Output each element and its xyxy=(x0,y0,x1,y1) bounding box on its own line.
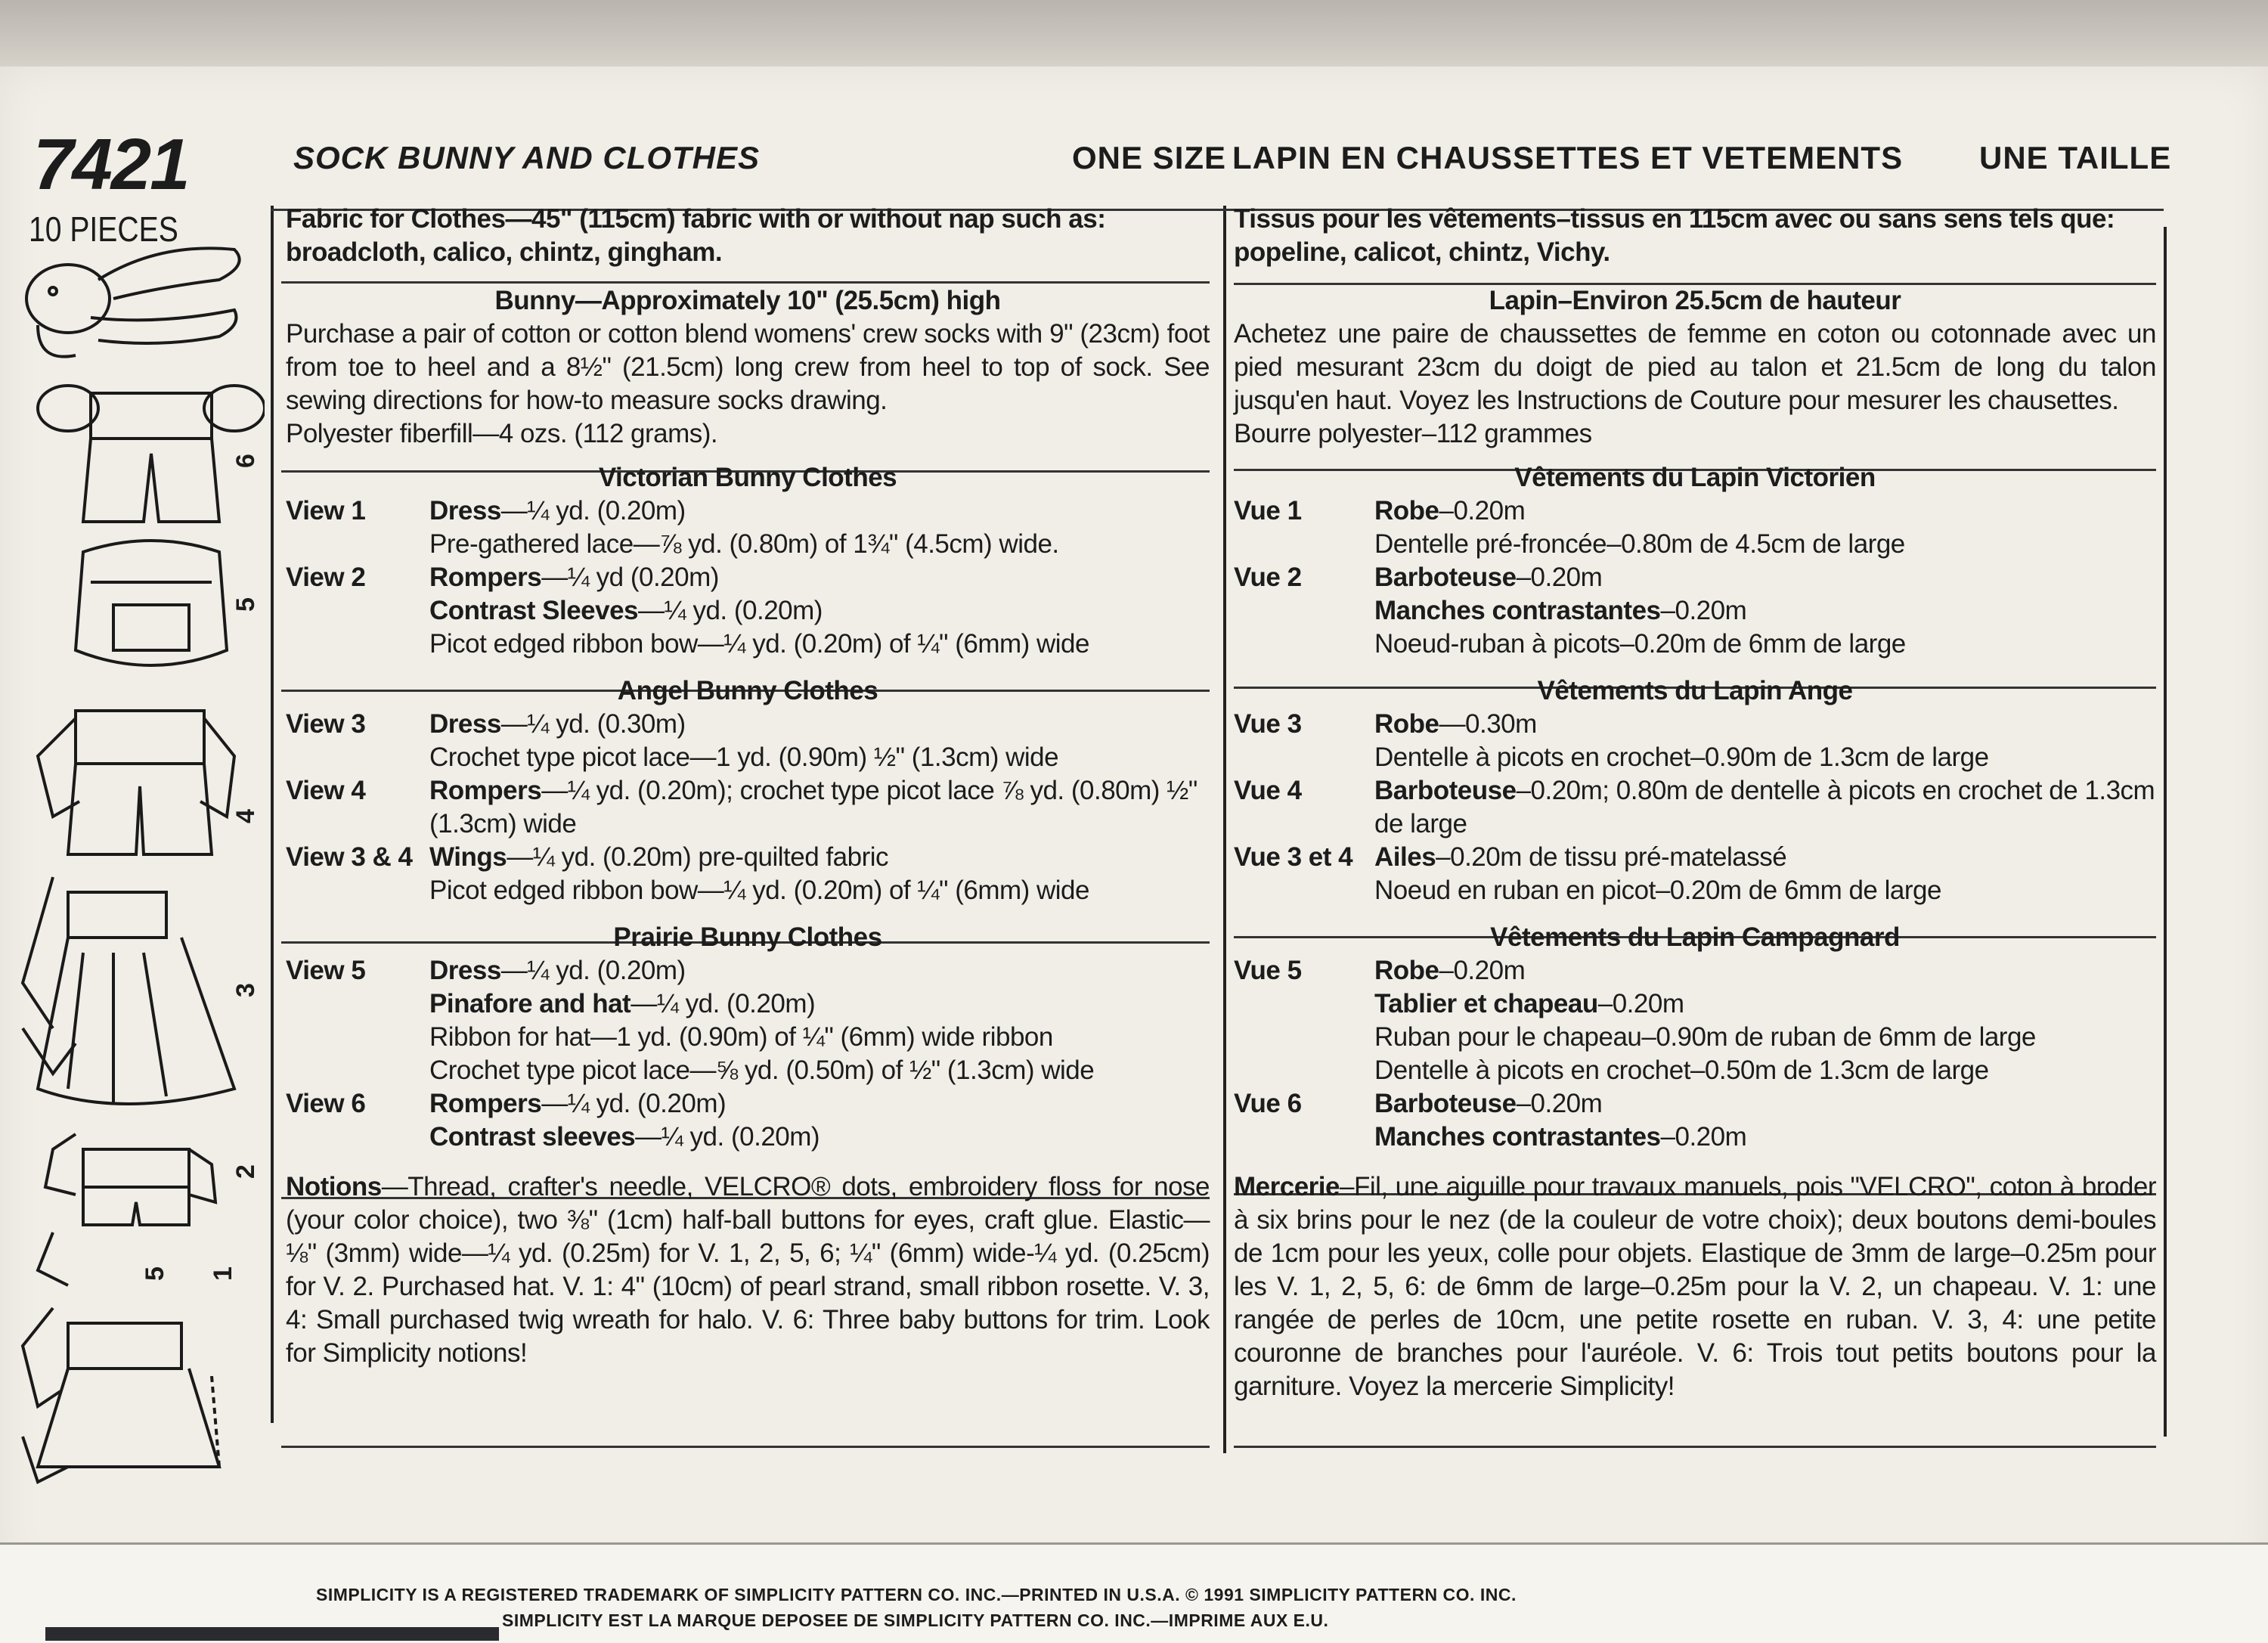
pinafore-hat-icon xyxy=(76,541,227,665)
angel-title-fr: Vêtements du Lapin Ange xyxy=(1537,676,1853,705)
list-item: Vue 1 Robe–0.20m xyxy=(1234,496,1526,525)
list-item: Noeud en ruban en picot–0.20m de 6mm de large xyxy=(1374,876,1941,905)
view-number-3: 3 xyxy=(231,983,260,997)
list-item: Dentelle pré-froncée–0.80m de 4.5cm de large xyxy=(1374,529,1905,559)
list-item: View 5 Dress—¼ yd. (0.20m) xyxy=(286,956,686,985)
list-item: Crochet type picot lace—⅝ yd. (0.50m) of ½" (1.3cm) wide xyxy=(429,1056,1095,1085)
french-column xyxy=(1234,203,2156,1403)
right-border-line xyxy=(2164,227,2167,1437)
prairie-list-en xyxy=(286,954,1210,1154)
size-french: UNE TAILLE xyxy=(1979,140,2172,175)
list-item: View 4 Rompers—¼ yd. (0.20m); crochet type picot lace ⅞ yd. (0.80m) ½" (1.3cm) wide xyxy=(286,776,1198,839)
english-column xyxy=(286,203,1210,1370)
bunny-text-en: Purchase a pair of cotton or cotton blend womens' crew socks with 9" (23cm) foot from toe to heel and a 8½" (21.5cm) long crew from heel to top of sock. See sewing directions for how-to measure socks drawing. xyxy=(286,319,1210,415)
divider-en-6 xyxy=(281,1446,1210,1448)
list-item: Vue 2 Barboteuse–0.20m xyxy=(1234,563,1603,592)
notions-fr: Mercerie–Fil, une aiguille pour travaux manuels, pois "VELCRO", coton à broder à six brins pour le nez (de la couleur de votre choix); deux boutons demi-boules de 1cm pour les yeux, colle pour objets. Elastique de 3mm de large–0.25m pour les V. 1, 2, 5, 6: de 6mm de large–0.25m pour la V. 2, un chapeau. V. 1: une rangée de perles de 10cm, une petite rosette en ruban. V. 3, 4: une petite couronne de branches pour l'auréole. V. 6: Trois tout petits boutons pour la garniture. Voyez la mercerie Simplicity! xyxy=(1234,1172,2156,1401)
list-item: View 3 & 4 Wings—¼ yd. (0.20m) pre-quilted fabric xyxy=(286,842,889,872)
list-item: Vue 5 Robe–0.20m xyxy=(1234,956,1526,985)
bunny-drawing-icon xyxy=(26,248,240,356)
list-item: Picot edged ribbon bow—¼ yd. (0.20m) of ¼" (6mm) wide xyxy=(429,629,1089,659)
view-number-1: 1 xyxy=(208,1266,237,1281)
notions-en: Notions—Thread, crafter's needle, VELCRO® dots, embroidery floss for nose (your color choice), two ⅜" (1cm) half-ball buttons for eyes, craft glue. Elastic—⅛" (3mm) wide—¼ yd. (0.25m) for V. 1, 2, 5, 6; ¼" (6mm) wide-¼ yd. (0.25cm) for V. 2. Purchased hat. V. 1: 4" (10cm) of pearl strand, small ribbon rosette. V. 3, 4: Small purchased twig wreath for halo. V. 6: Three baby buttons for trim. Look for Simplicity notions! xyxy=(286,1172,1210,1368)
victorian-list-fr xyxy=(1234,494,2156,661)
list-item: Vue 3 et 4 Ailes–0.20m de tissu pré-matelassé xyxy=(1234,842,1787,872)
list-item: Manches contrastantes–0.20m xyxy=(1374,1122,1747,1152)
list-item: Ruban pour le chapeau–0.90m de ruban de 6mm de large xyxy=(1374,1022,2036,1052)
fabric-fr: Tissus pour les vêtements–tissus en 115cm avec ou sans sens tels que: popeline, calicot, chintz, Vichy. xyxy=(1234,204,2115,267)
center-divider-line xyxy=(1223,206,1226,1453)
garment-line-drawings xyxy=(8,227,265,1497)
list-item: Vue 4 Barboteuse–0.20m; 0.80m de dentelle à picots en crochet de 1.3cm de large xyxy=(1234,776,2155,839)
piece-count: 10 PIECES xyxy=(29,209,178,249)
list-item: View 3 Dress—¼ yd. (0.30m) xyxy=(286,709,686,739)
prairie-title-en: Prairie Bunny Clothes xyxy=(613,922,882,952)
prairie-list-fr xyxy=(1234,954,2156,1154)
divider-fr-6 xyxy=(1234,1446,2156,1448)
victorian-title-fr: Vêtements du Lapin Victorien xyxy=(1514,463,1876,492)
fabric-en: Fabric for Clothes—45" (115cm) fabric with or without nap such as: broadcloth, calico, chintz, gingham. xyxy=(286,204,1106,267)
list-item: Dentelle à picots en crochet–0.50m de 1.3cm de large xyxy=(1374,1056,1989,1085)
bunny-title-en: Bunny—Approximately 10" (25.5cm) high xyxy=(494,286,1001,315)
list-item: Pinafore and hat—¼ yd. (0.20m) xyxy=(429,989,816,1018)
angel-list-en xyxy=(286,708,1210,907)
list-item: Crochet type picot lace—1 yd. (0.90m) ½" (1.3cm) wide xyxy=(429,742,1059,772)
view-number-4: 4 xyxy=(231,809,260,823)
trademark-english: SIMPLICITY IS A REGISTERED TRADEMARK OF SIMPLICITY PATTERN CO. INC.—PRINTED IN U.S.A. © 1991 SIMPLICITY PATTERN CO. INC. xyxy=(316,1585,1517,1604)
title-french: LAPIN EN CHAUSSETTES ET VETEMENTS xyxy=(1232,140,1904,175)
rompers-view2-icon xyxy=(38,1134,215,1285)
list-item: Ribbon for hat—1 yd. (0.90m) of ¼" (6mm) wide ribbon xyxy=(429,1022,1053,1052)
list-item: Noeud-ruban à picots–0.20m de 6mm de large xyxy=(1374,629,1906,659)
list-item: View 1 Dress—¼ yd. (0.20m) xyxy=(286,496,686,525)
angel-title-en: Angel Bunny Clothes xyxy=(617,676,878,705)
list-item: Vue 3 Robe—0.30m xyxy=(1234,709,1537,739)
list-item: Dentelle à picots en crochet–0.90m de 1.3cm de large xyxy=(1374,742,1989,772)
view-number-5: 5 xyxy=(231,597,260,612)
list-item: View 2 Rompers—¼ yd (0.20m) xyxy=(286,563,719,592)
pattern-number: 7421 xyxy=(33,124,189,205)
rompers-view4-icon xyxy=(38,711,234,854)
fiberfill-fr: Bourre polyester–112 grammes xyxy=(1234,419,1592,448)
background-surface xyxy=(45,1627,499,1641)
view-number-6: 6 xyxy=(231,454,260,468)
victorian-list-en xyxy=(286,494,1210,661)
bunny-title-fr: Lapin–Environ 25.5cm de hauteur xyxy=(1489,286,1901,315)
title-english: SOCK BUNNY AND CLOTHES xyxy=(293,140,761,175)
trademark-french: SIMPLICITY EST LA MARQUE DEPOSEE DE SIMPLICITY PATTERN CO. INC.—IMPRIME AUX E.U. xyxy=(502,1610,1329,1630)
prairie-title-fr: Vêtements du Lapin Campagnard xyxy=(1490,922,1900,952)
list-item: Picot edged ribbon bow—¼ yd. (0.20m) of ¼" (6mm) wide xyxy=(429,876,1089,905)
bunny-text-fr: Achetez une paire de chaussettes de femme en coton ou cotonnade avec un pied mesurant 23cm du doigt de pied au talon et 21.5cm de long du talon jusqu'en haut. Voyez les Instructions de Couture pour mesurer les chausettes. xyxy=(1234,319,2156,415)
list-item: View 6 Rompers—¼ yd. (0.20m) xyxy=(286,1089,727,1118)
list-item: Pre-gathered lace—⅞ yd. (0.80m) of 1¾" (4.5cm) wide. xyxy=(429,529,1059,559)
list-item: Contrast Sleeves—¼ yd. (0.20m) xyxy=(429,596,823,625)
view-number-2: 2 xyxy=(231,1164,260,1179)
angel-list-fr xyxy=(1234,708,2156,907)
size-english: ONE SIZE xyxy=(1072,140,1227,175)
garment-illustrations xyxy=(8,227,265,1497)
fiberfill-en: Polyester fiberfill—4 ozs. (112 grams). xyxy=(286,419,718,448)
list-item: Contrast sleeves—¼ yd. (0.20m) xyxy=(429,1122,820,1152)
view-number-5b: 5 xyxy=(140,1266,169,1281)
dress-view1-icon xyxy=(23,1308,219,1482)
list-item: Tablier et chapeau–0.20m xyxy=(1374,989,1684,1018)
list-item: Vue 6 Barboteuse–0.20m xyxy=(1234,1089,1603,1118)
list-item: Manches contrastantes–0.20m xyxy=(1374,596,1747,625)
victorian-title-en: Victorian Bunny Clothes xyxy=(598,463,897,492)
left-border-line xyxy=(271,206,274,1423)
dress-view3-icon xyxy=(23,877,234,1104)
